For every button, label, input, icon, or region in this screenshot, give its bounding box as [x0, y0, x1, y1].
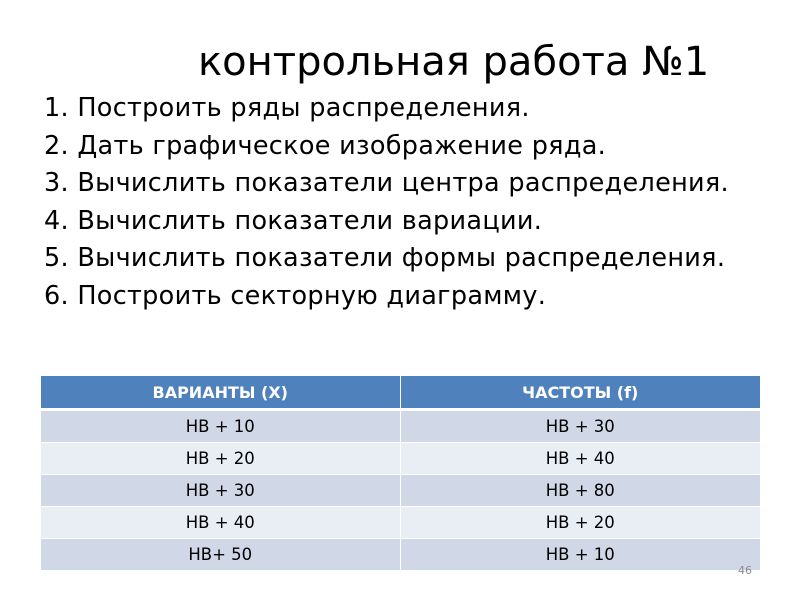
table-row [41, 507, 760, 539]
variant-cell: НВ + 10 [41, 410, 400, 443]
table-row [41, 410, 760, 443]
task-item: 1. Построить ряды распределения. [44, 93, 530, 123]
table-row [41, 475, 760, 507]
table-row [41, 539, 760, 571]
variant-cell: НВ + 40 [41, 507, 400, 539]
frequency-cell: НВ + 20 [400, 507, 760, 539]
variant-cell: НВ + 30 [41, 475, 400, 507]
table-header-row [41, 376, 760, 410]
distribution-table [41, 376, 760, 571]
page-number: 46 [738, 564, 752, 577]
header-frequencies: ЧАСТОТЫ (f) [400, 376, 760, 410]
task-item: 5. Вычислить показатели формы распределения. [44, 243, 726, 273]
header-variants: ВАРИАНТЫ (Х) [41, 376, 400, 410]
frequency-cell: НВ + 80 [400, 475, 760, 507]
frequency-cell: НВ + 30 [400, 410, 760, 443]
variant-cell: НВ+ 50 [41, 539, 400, 571]
task-item: 6. Построить секторную диаграмму. [44, 280, 547, 311]
frequency-cell: НВ + 10 [400, 539, 760, 571]
task-item: 3. Вычислить показатели центра распределения. [44, 168, 729, 198]
task-list [44, 90, 784, 376]
slide-title: контрольная работа №1 [198, 39, 710, 85]
variant-cell: НВ + 20 [41, 443, 400, 475]
table-row [41, 443, 760, 475]
task-item: 2. Дать графическое изображение ряда. [44, 130, 607, 161]
frequency-cell: НВ + 40 [400, 443, 760, 475]
task-item: 4. Вычислить показатели вариации. [44, 205, 543, 236]
